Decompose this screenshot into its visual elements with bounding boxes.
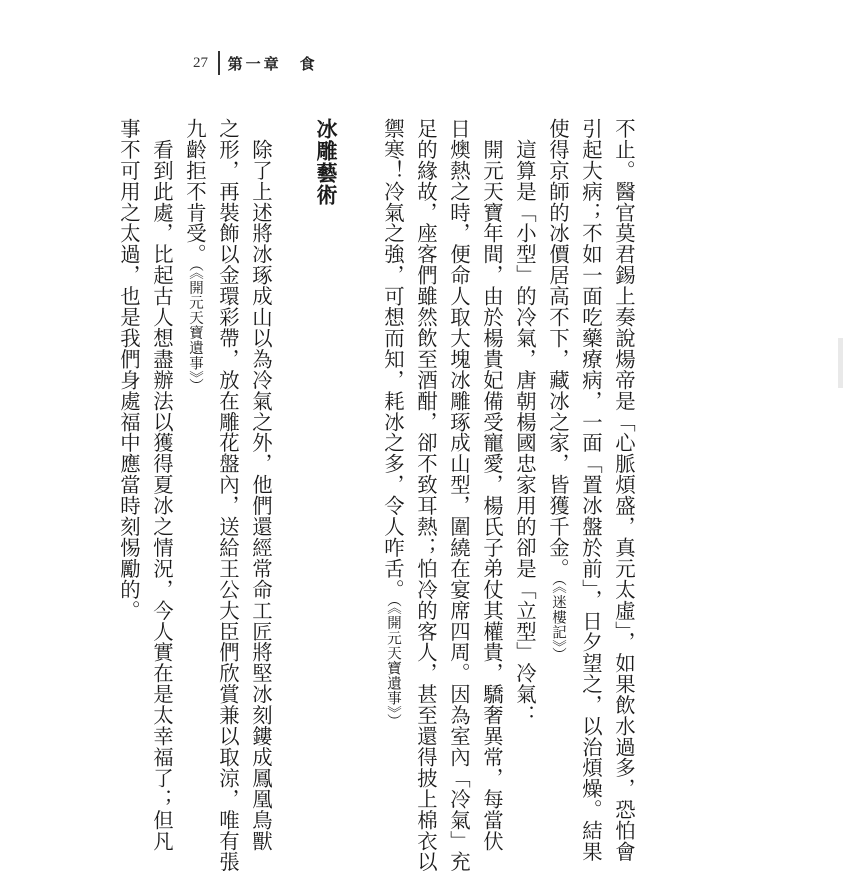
text-column: 開元天寶年間，由於楊貴妃備受寵愛，楊氏子弟仗其權貴，驕奢異常，每當伏 <box>480 118 504 852</box>
column-spacer <box>277 118 310 818</box>
column-text: 使得京師的冰價居高不下，藏冰之家，皆獲千金。 <box>546 118 570 579</box>
source-citation: （《開元天寶遺事》） <box>187 264 203 394</box>
text-column: 之形，再裝飾以金環彩帶，放在雕花盤內，送給王公大臣們欣賞兼以取涼，唯有張 <box>216 118 240 872</box>
text-column: 足的緣故，座客們雖然飲至酒酣，卻不致耳熱；怕冷的客人，甚至還得披上棉衣以 <box>414 118 438 872</box>
text-column: 引起大病；不如一面吃藥療病，一面「置冰盤於前」，日夕望之，以治煩燥。結果 <box>579 118 603 862</box>
text-column: 不止。醫官莫君錫上奏說煬帝是「心脈煩盛，真元太虛」，如果飲水過多，恐怕會 <box>612 118 636 862</box>
text-column <box>178 118 211 818</box>
page-header <box>193 50 318 76</box>
section-heading: 冰雕藝術 <box>314 118 339 206</box>
page-number: 27 <box>193 54 208 71</box>
text-column: 除了上述將冰琢成山以為冷氣之外，他們還經常命工匠將堅冰刻鏤成鳳凰鳥獸 <box>249 118 273 852</box>
vertical-text-body <box>117 118 640 872</box>
column-text: 九齡拒不肯受。 <box>183 118 207 265</box>
column-spacer <box>343 118 376 818</box>
text-column: 這算是「小型」的冷氣，唐朝楊國忠家用的卻是「立型」冷氣： <box>513 118 537 726</box>
source-citation: （《開元天寶遺事》） <box>385 599 401 729</box>
page-edge-shadow <box>838 338 843 388</box>
text-column <box>376 118 409 818</box>
text-column: 日燠熱之時，便命人取大塊冰雕琢成山型，圍繞在宴席四周。因為室內「冷氣」充 <box>447 118 471 872</box>
source-citation: （《迷樓記》） <box>550 578 566 663</box>
text-column: 看到此處，比起古人想盡辦法以獲得夏冰之情況，今人實在是太幸福了；但凡 <box>150 118 174 852</box>
column-text: 禦寒！冷氣之強，可想而知，耗冰之多，令人咋舌。 <box>381 118 405 600</box>
chapter-title: 第一章 食 <box>227 54 318 73</box>
text-column: 事不可用之太過，也是我們身處福中應當時刻惕勵的。 <box>117 118 141 621</box>
header-divider <box>218 51 220 75</box>
text-column <box>541 118 574 818</box>
